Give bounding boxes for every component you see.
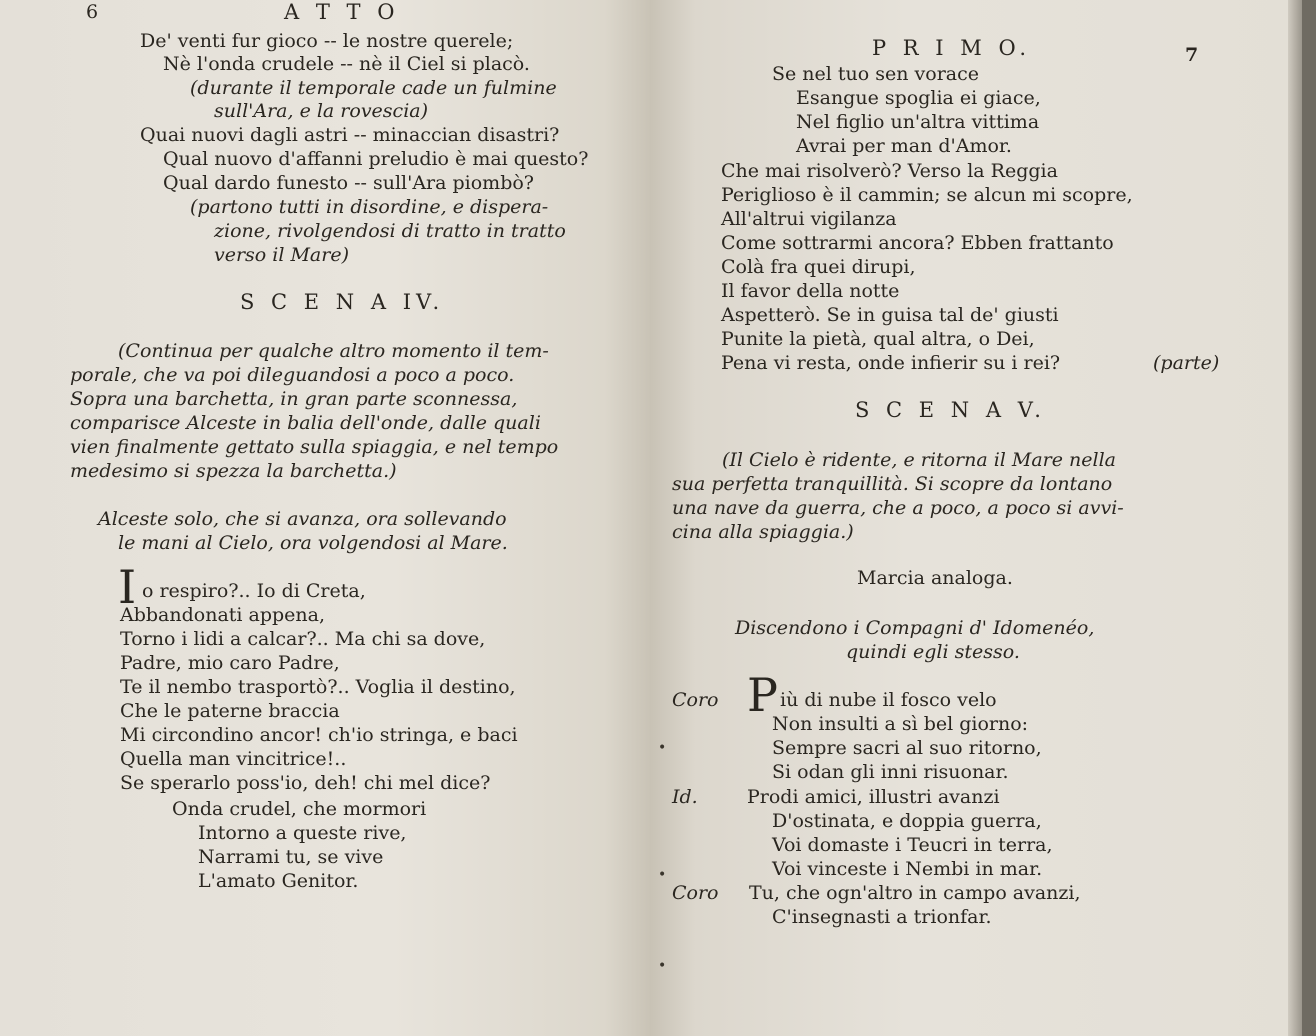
verse-line: Come sottrarmi ancora? Ebben frattanto <box>721 232 1114 254</box>
stage-direction: zione, rivolgendosi di tratto in tratto <box>214 220 566 242</box>
print-mark: • <box>658 867 667 883</box>
speaker-label: Coro <box>672 882 719 904</box>
page-number: 7 <box>1185 44 1199 66</box>
verse-line: Abbandonati appena, <box>120 604 326 626</box>
verse-line: De' venti fur gioco -- le nostre querele; <box>140 30 514 52</box>
verse-line: Nè l'onda crudele -- nè il Ciel si placò. <box>163 53 530 75</box>
verse-line: Il favor della notte <box>721 280 900 302</box>
verse-line: Tu, che ogn'altro in campo avanzi, <box>749 882 1081 904</box>
scene-direction: cina alla spiaggia.) <box>672 521 854 543</box>
speaker-label: Coro <box>672 689 719 711</box>
verse-line: C'insegnasti a trionfar. <box>772 906 992 928</box>
drop-cap: I <box>118 560 137 614</box>
drop-cap: P <box>747 668 778 722</box>
speaker-label: Id. <box>672 786 698 808</box>
verse-line: Qual nuovo d'affanni preludio è mai questo? <box>163 148 589 170</box>
aria-line: L'amato Genitor. <box>198 870 359 892</box>
page-number: 6 <box>86 1 99 23</box>
page-edge <box>1288 0 1302 1036</box>
verse-line: Nel figlio un'altra vittima <box>796 111 1040 133</box>
verse-line: Che le paterne braccia <box>120 700 340 722</box>
scene-heading: S C E N A V. <box>855 398 1046 422</box>
stage-direction: (partono tutti in disordine, e dispera- <box>190 196 549 218</box>
verse-line: Quella man vincitrice!.. <box>120 748 347 770</box>
scene-direction: una nave da guerra, che a poco, a poco si avvi- <box>672 497 1124 519</box>
verse-line: Si odan gli inni risuonar. <box>772 761 1009 783</box>
scene-direction: comparisce Alceste in balia dell'onde, dalle quali <box>70 412 541 434</box>
verse-line: o respiro?.. Io di Creta, <box>142 580 366 602</box>
verse-line: Quai nuovi dagli astri -- minaccian disastri? <box>140 124 560 146</box>
verse-line: All'altrui vigilanza <box>721 208 897 230</box>
verse-line: Sempre sacri al suo ritorno, <box>772 737 1042 759</box>
verse-line: Torno i lidi a calcar?.. Ma chi sa dove, <box>120 628 486 650</box>
running-head: P R I M O. <box>872 36 1032 60</box>
stage-direction: (durante il temporale cade un fulmine <box>190 77 557 99</box>
entrance-direction: quindi egli stesso. <box>846 641 1020 663</box>
scene-direction: (Continua per qualche altro momento il tem- <box>118 340 549 362</box>
stage-direction: sull'Ara, e la rovescia) <box>214 100 429 122</box>
verse-line: Avrai per man d'Amor. <box>796 135 1012 157</box>
scene-direction: (Il Cielo è ridente, e ritorna il Mare nella <box>722 449 1116 471</box>
march-heading: Marcia analoga. <box>857 567 1013 589</box>
scene-direction: sua perfetta tranquillità. Si scopre da lontano <box>672 473 1113 495</box>
character-direction: le mani al Cielo, ora volgendosi al Mare. <box>118 532 508 554</box>
verse-line: Mi circondino ancor! ch'io stringa, e baci <box>120 724 518 746</box>
scene-direction: vien finalmente gettato sulla spiaggia, e nel tempo <box>70 436 559 458</box>
right-page <box>650 0 1302 1036</box>
print-mark: • <box>658 740 667 756</box>
entrance-direction: Discendono i Compagni d' Idomenéo, <box>735 617 1095 639</box>
verse-line: Punite la pietà, qual altra, o Dei, <box>721 328 1035 350</box>
scene-direction: medesimo si spezza la barchetta.) <box>70 460 397 482</box>
verse-line: Non insulti a sì bel giorno: <box>772 713 1029 735</box>
verse-line: iù di nube il fosco velo <box>780 689 997 711</box>
verse-line: D'ostinata, e doppia guerra, <box>772 810 1042 832</box>
verse-line: Periglioso è il cammin; se alcun mi scopre, <box>721 184 1133 206</box>
verse-line: Voi domaste i Teucri in terra, <box>772 834 1053 856</box>
character-direction: Alceste solo, che si avanza, ora sollevando <box>98 508 507 530</box>
scene-direction: porale, che va poi dileguandosi a poco a poco. <box>70 364 515 386</box>
scene-direction: Sopra una barchetta, in gran parte sconnessa, <box>70 388 518 410</box>
verse-line: Esangue spoglia ei giace, <box>796 87 1041 109</box>
verse-line: Aspetterò. Se in guisa tal de' giusti <box>721 304 1059 326</box>
aria-line: Intorno a queste rive, <box>198 822 407 844</box>
verse-line: Pena vi resta, onde infierir su i rei? <box>721 352 1061 374</box>
verse-line: Colà fra quei dirupi, <box>721 256 916 278</box>
aria-line: Narrami tu, se vive <box>198 846 384 868</box>
verse-line: Se sperarlo poss'io, deh! chi mel dice? <box>120 772 491 794</box>
verse-line: Qual dardo funesto -- sull'Ara piombò? <box>163 172 534 194</box>
verse-line: Che mai risolverò? Verso la Reggia <box>721 160 1058 182</box>
verse-line: Se nel tuo sen vorace <box>772 63 979 85</box>
stage-direction: verso il Mare) <box>214 244 350 266</box>
verse-line: Padre, mio caro Padre, <box>120 652 340 674</box>
print-mark: • <box>658 958 667 974</box>
verse-line: Te il nembo trasportò?.. Voglia il destino, <box>120 676 516 698</box>
scene-heading: S C E N A IV. <box>240 290 445 314</box>
running-head: A T T O <box>284 0 400 24</box>
left-page <box>0 0 650 1036</box>
verse-line: Voi vinceste i Nembi in mar. <box>772 858 1043 880</box>
verse-line: Prodi amici, illustri avanzi <box>747 786 1000 808</box>
exit-direction: (parte) <box>1153 352 1220 374</box>
aria-line: Onda crudel, che mormori <box>172 798 427 820</box>
